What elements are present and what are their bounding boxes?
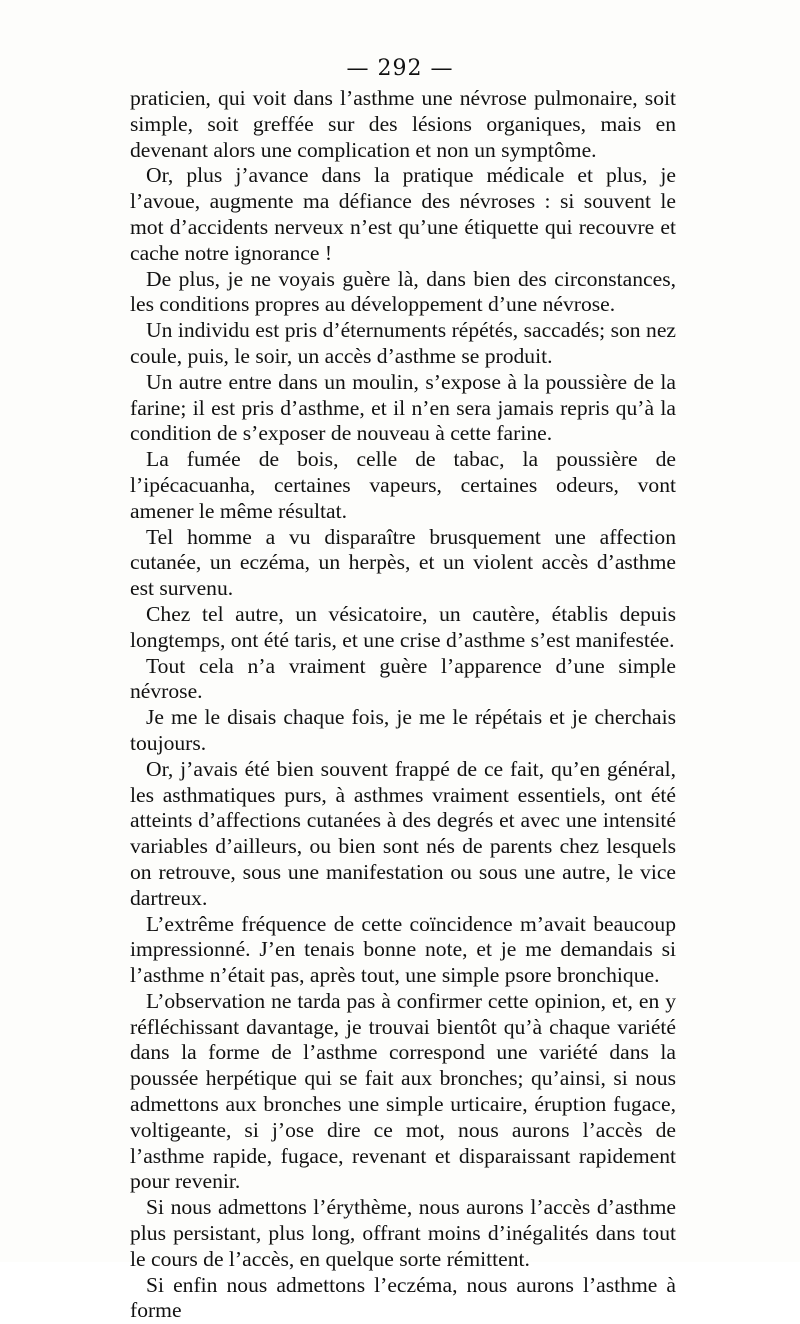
body-text [130, 86, 676, 1324]
paragraph-4: Un individu est pris d’éternuments répétés, saccadés; son nez coule, puis, le soir, un accès d’asthme se produit. [130, 318, 676, 368]
paragraph-7: Tel homme a vu disparaître brusquement une affection cutanée, un eczéma, un herpès, et un violent accès d’asthme est survenu. [130, 524, 676, 601]
paragraph-1: praticien, qui voit dans l’asthme une névrose pulmonaire, soit simple, soit greffée sur des lésions organiques, mais en devenant alors une complication et non un symptôme. [130, 86, 676, 162]
paragraph-2: Or, plus j’avance dans la pratique médicale et plus, je l’avoue, augmente ma défiance des névroses : si souvent le mot d’accidents nerveux n’est qu’une étiquette qui recouvre et cache notre ignorance ! [130, 163, 676, 265]
paragraph-15: Si enfin nous admettons l’eczéma, nous aurons l’asthme à forme [130, 1272, 676, 1323]
paragraph-14: Si nous admettons l’érythème, nous aurons l’accès d’asthme plus persistant, plus long, offrant moins d’inégalités dans tout le cours de l’accès, en quelque sorte rémittent. [130, 1195, 676, 1271]
paragraph-13: L’observation ne tarda pas à confirmer cette opinion, et, en y réfléchissant davantage, je trouvai bientôt qu’à chaque variété dans la forme de l’asthme correspond une variété dans la poussée herpétique qui se fait aux bronches; qu’ainsi, si nous admettons aux bronches une simple urticaire, éruption fugace, voltigeante, si j’ose dire ce mot, nous aurons l’accès de l’asthme rapide, fugace, revenant et disparaissant rapidement pour revenir. [130, 988, 676, 1194]
paragraph-10: Je me le disais chaque fois, je me le répétais et je cherchais toujours. [130, 705, 676, 755]
paragraph-9: Tout cela n’a vraiment guère l’apparence d’une simple névrose. [130, 653, 676, 704]
paragraph-6: La fumée de bois, celle de tabac, la poussière de l’ipécacuanha, certaines vapeurs, certaines odeurs, vont amener le même résultat. [130, 447, 676, 523]
paragraph-5: Un autre entre dans un moulin, s’expose à la poussière de la farine; il est pris d’asthme, et il n’en sera jamais repris qu’à la condition de s’exposer de nouveau à cette farine. [130, 369, 676, 446]
paragraph-12: L’extrême fréquence de cette coïncidence m’avait beaucoup impressionné. J’en tenais bonne note, et je me demandais si l’asthme n’était pas, après tout, une simple psore bronchique. [130, 911, 676, 988]
paragraph-8: Chez tel autre, un vésicatoire, un cautère, établis depuis longtemps, ont été taris, et une crise d’asthme s’est manifestée. [130, 601, 676, 652]
paragraph-11: Or, j’avais été bien souvent frappé de ce fait, qu’en général, les asthmatiques purs, à asthmes vraiment essentiels, ont été atteints d’affections cutanées à des degrés et avec une intensité variables d’ailleurs, ou bien sont nés de parents chez lesquels on retrouve, sous une manifestation ou sous une autre, le vice dartreux. [130, 756, 676, 910]
page-number: — 292 — [346, 56, 454, 81]
paragraph-3: De plus, je ne voyais guère là, dans bien des circonstances, les conditions propres au développement d’une névrose. [130, 266, 676, 317]
